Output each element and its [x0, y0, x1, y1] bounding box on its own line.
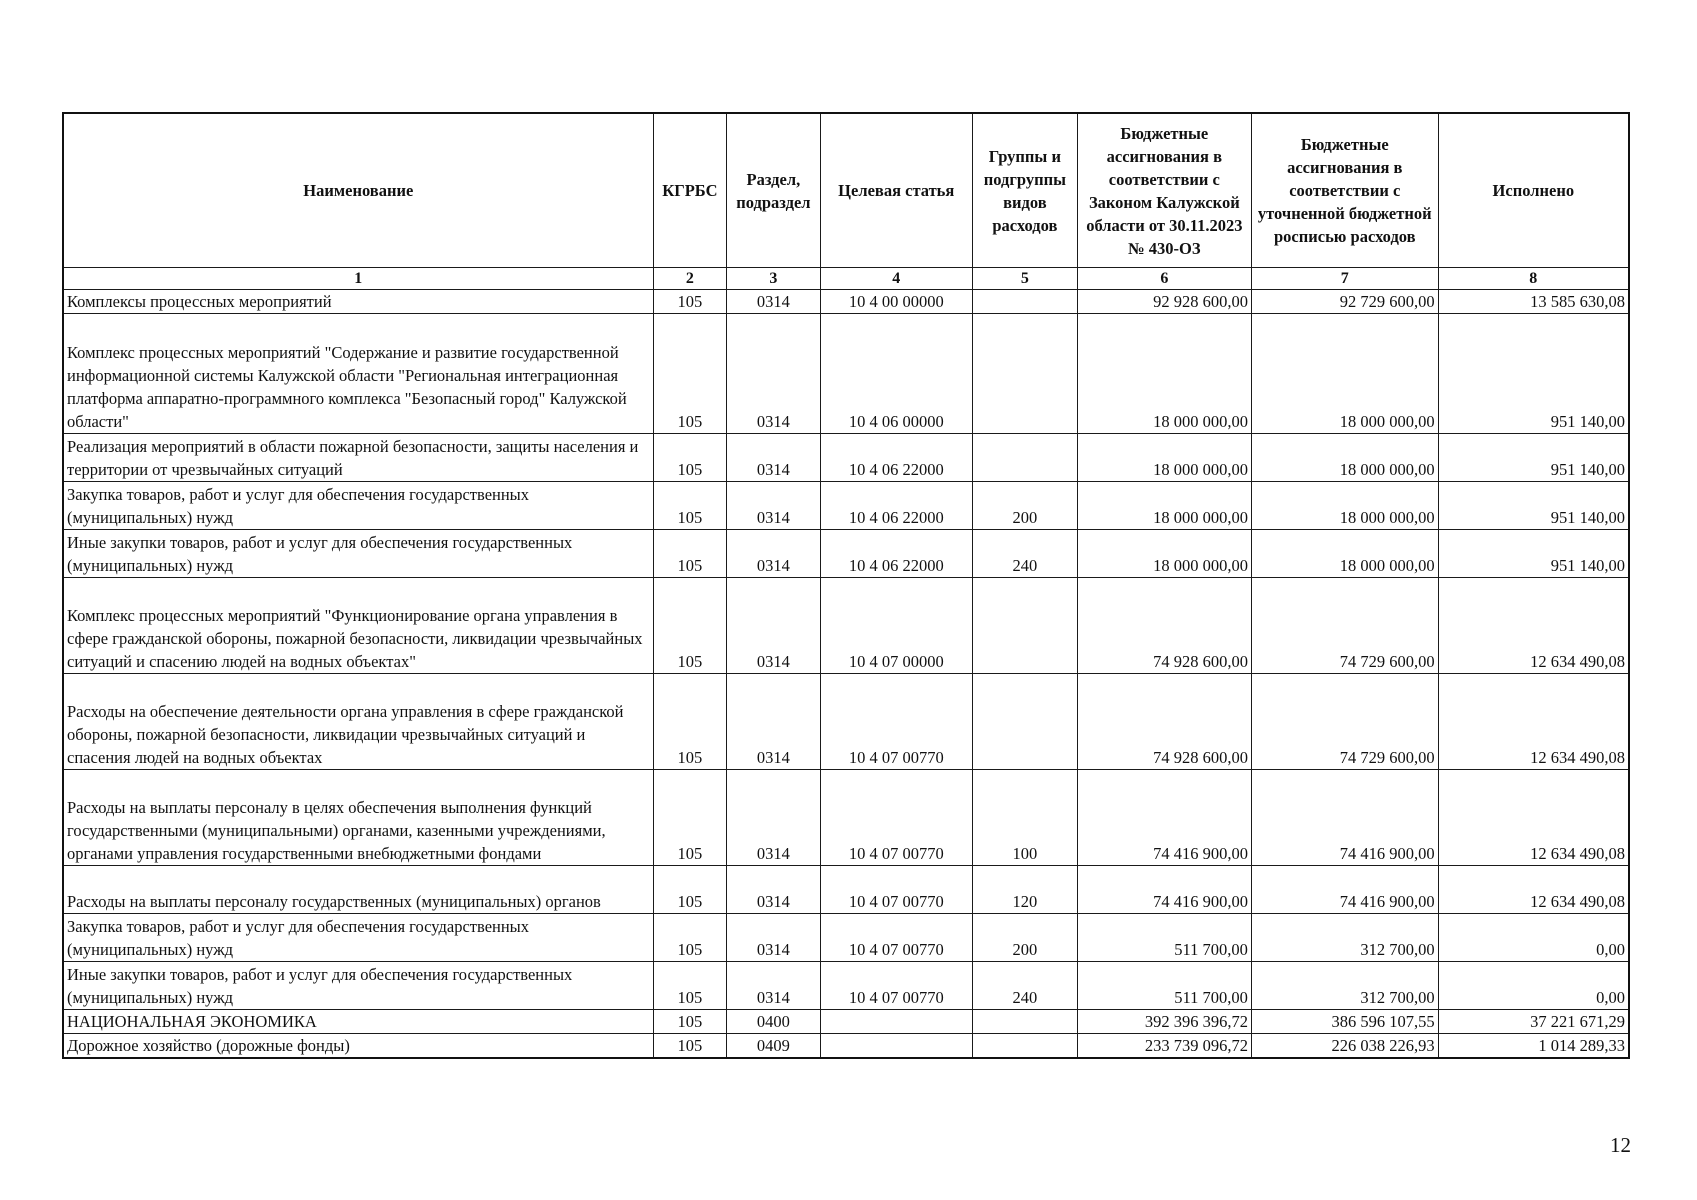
page-number: 12 [1610, 1133, 1631, 1157]
row-refined-amount: 18 000 000,00 [1251, 530, 1438, 578]
row-kgrbs: 105 [653, 314, 727, 434]
row-group: 120 [972, 866, 1077, 914]
row-name: НАЦИОНАЛЬНАЯ ЭКОНОМИКА [63, 1010, 653, 1034]
row-name: Комплекс процессных мероприятий "Содержание и развитие государственной информационной системы Калужской области "Региональная интеграционная платформа аппаратно-программного комплекса "Безопасный город" Калужской области" [63, 314, 653, 434]
column-number: 2 [653, 268, 727, 290]
row-law-amount: 392 396 396,72 [1077, 1010, 1251, 1034]
row-refined-amount: 386 596 107,55 [1251, 1010, 1438, 1034]
row-refined-amount: 74 416 900,00 [1251, 866, 1438, 914]
row-section: 0314 [727, 530, 820, 578]
row-executed-amount: 12 634 490,08 [1438, 578, 1629, 674]
row-law-amount: 74 928 600,00 [1077, 674, 1251, 770]
row-kgrbs: 105 [653, 1034, 727, 1059]
table-row [63, 914, 1629, 962]
table-row [63, 770, 1629, 866]
row-refined-amount: 312 700,00 [1251, 962, 1438, 1010]
row-section: 0400 [727, 1010, 820, 1034]
row-kgrbs: 105 [653, 578, 727, 674]
row-group [972, 1010, 1077, 1034]
row-article: 10 4 00 00000 [820, 290, 972, 314]
row-article: 10 4 07 00770 [820, 962, 972, 1010]
row-executed-amount: 13 585 630,08 [1438, 290, 1629, 314]
row-kgrbs: 105 [653, 434, 727, 482]
row-section: 0409 [727, 1034, 820, 1059]
header-executed: Исполнено [1438, 113, 1629, 268]
row-executed-amount: 0,00 [1438, 914, 1629, 962]
row-executed-amount: 951 140,00 [1438, 434, 1629, 482]
row-kgrbs: 105 [653, 962, 727, 1010]
row-refined-amount: 226 038 226,93 [1251, 1034, 1438, 1059]
row-group: 240 [972, 962, 1077, 1010]
table-row [63, 866, 1629, 914]
row-law-amount: 233 739 096,72 [1077, 1034, 1251, 1059]
row-law-amount: 92 928 600,00 [1077, 290, 1251, 314]
row-law-amount: 18 000 000,00 [1077, 314, 1251, 434]
header-name: Наименование [63, 113, 653, 268]
table-row [63, 674, 1629, 770]
header-article: Целевая статья [820, 113, 972, 268]
row-group: 100 [972, 770, 1077, 866]
row-group: 200 [972, 914, 1077, 962]
row-executed-amount: 0,00 [1438, 962, 1629, 1010]
column-number-row [63, 268, 1629, 290]
row-name: Комплекс процессных мероприятий "Функционирование органа управления в сфере гражданской обороны, пожарной безопасности, ликвидации чрезвычайных ситуаций и спасению людей на водных объектах" [63, 578, 653, 674]
row-law-amount: 18 000 000,00 [1077, 482, 1251, 530]
row-section: 0314 [727, 866, 820, 914]
row-name: Дорожное хозяйство (дорожные фонды) [63, 1034, 653, 1059]
row-name: Комплексы процессных мероприятий [63, 290, 653, 314]
row-law-amount: 511 700,00 [1077, 962, 1251, 1010]
row-group [972, 1034, 1077, 1059]
row-executed-amount: 37 221 671,29 [1438, 1010, 1629, 1034]
column-number: 6 [1077, 268, 1251, 290]
row-executed-amount: 951 140,00 [1438, 530, 1629, 578]
row-article: 10 4 07 00000 [820, 578, 972, 674]
row-kgrbs: 105 [653, 770, 727, 866]
row-group: 200 [972, 482, 1077, 530]
row-refined-amount: 312 700,00 [1251, 914, 1438, 962]
table-row [63, 1010, 1629, 1034]
header-group: Группы и подгруппы видов расходов [972, 113, 1077, 268]
table-row [63, 1034, 1629, 1059]
row-executed-amount: 951 140,00 [1438, 314, 1629, 434]
row-section: 0314 [727, 674, 820, 770]
row-name: Иные закупки товаров, работ и услуг для обеспечения государственных (муниципальных) нужд [63, 530, 653, 578]
table-row [63, 290, 1629, 314]
row-name: Иные закупки товаров, работ и услуг для обеспечения государственных (муниципальных) нужд [63, 962, 653, 1010]
row-section: 0314 [727, 434, 820, 482]
row-group [972, 578, 1077, 674]
table-row [63, 578, 1629, 674]
row-refined-amount: 74 416 900,00 [1251, 770, 1438, 866]
row-section: 0314 [727, 290, 820, 314]
column-number: 1 [63, 268, 653, 290]
column-number: 4 [820, 268, 972, 290]
row-section: 0314 [727, 770, 820, 866]
row-executed-amount: 951 140,00 [1438, 482, 1629, 530]
row-name: Расходы на обеспечение деятельности органа управления в сфере гражданской обороны, пожарной безопасности, ликвидации чрезвычайных ситуаций и спасения людей на водных объектах [63, 674, 653, 770]
column-number: 5 [972, 268, 1077, 290]
row-executed-amount: 12 634 490,08 [1438, 674, 1629, 770]
row-executed-amount: 12 634 490,08 [1438, 866, 1629, 914]
row-kgrbs: 105 [653, 1010, 727, 1034]
row-article: 10 4 07 00770 [820, 866, 972, 914]
header-law: Бюджетные ассигнования в соответствии с Законом Калужской области от 30.11.2023 № 430-ОЗ [1077, 113, 1251, 268]
budget-table [62, 112, 1630, 1059]
row-law-amount: 511 700,00 [1077, 914, 1251, 962]
column-number: 3 [727, 268, 820, 290]
table-row [63, 434, 1629, 482]
row-section: 0314 [727, 314, 820, 434]
table-row [63, 314, 1629, 434]
row-executed-amount: 1 014 289,33 [1438, 1034, 1629, 1059]
row-kgrbs: 105 [653, 866, 727, 914]
row-group [972, 314, 1077, 434]
column-number: 7 [1251, 268, 1438, 290]
row-article: 10 4 07 00770 [820, 914, 972, 962]
row-name: Расходы на выплаты персоналу в целях обеспечения выполнения функций государственными (муниципальными) органами, казенными учреждениями, органами управления государственными внебюджетными фондами [63, 770, 653, 866]
row-article: 10 4 06 22000 [820, 530, 972, 578]
row-refined-amount: 18 000 000,00 [1251, 482, 1438, 530]
row-kgrbs: 105 [653, 530, 727, 578]
row-name: Закупка товаров, работ и услуг для обеспечения государственных (муниципальных) нужд [63, 482, 653, 530]
row-article [820, 1010, 972, 1034]
header-section: Раздел, подраздел [727, 113, 820, 268]
row-kgrbs: 105 [653, 914, 727, 962]
row-law-amount: 74 928 600,00 [1077, 578, 1251, 674]
column-number: 8 [1438, 268, 1629, 290]
row-kgrbs: 105 [653, 482, 727, 530]
row-kgrbs: 105 [653, 674, 727, 770]
row-group [972, 290, 1077, 314]
row-refined-amount: 74 729 600,00 [1251, 578, 1438, 674]
row-name: Расходы на выплаты персоналу государственных (муниципальных) органов [63, 866, 653, 914]
row-law-amount: 18 000 000,00 [1077, 530, 1251, 578]
table-row [63, 530, 1629, 578]
row-group [972, 434, 1077, 482]
row-law-amount: 74 416 900,00 [1077, 866, 1251, 914]
row-kgrbs: 105 [653, 290, 727, 314]
row-name: Реализация мероприятий в области пожарной безопасности, защиты населения и территории от чрезвычайных ситуаций [63, 434, 653, 482]
row-section: 0314 [727, 578, 820, 674]
row-refined-amount: 18 000 000,00 [1251, 434, 1438, 482]
row-law-amount: 74 416 900,00 [1077, 770, 1251, 866]
row-refined-amount: 92 729 600,00 [1251, 290, 1438, 314]
row-group: 240 [972, 530, 1077, 578]
row-article: 10 4 07 00770 [820, 770, 972, 866]
row-name: Закупка товаров, работ и услуг для обеспечения государственных (муниципальных) нужд [63, 914, 653, 962]
row-article: 10 4 06 22000 [820, 434, 972, 482]
row-executed-amount: 12 634 490,08 [1438, 770, 1629, 866]
row-section: 0314 [727, 962, 820, 1010]
header-row [63, 113, 1629, 268]
header-refined: Бюджетные ассигнования в соответствии с уточненной бюджетной росписью расходов [1251, 113, 1438, 268]
row-refined-amount: 18 000 000,00 [1251, 314, 1438, 434]
row-section: 0314 [727, 482, 820, 530]
table-row [63, 482, 1629, 530]
row-article: 10 4 07 00770 [820, 674, 972, 770]
row-article: 10 4 06 00000 [820, 314, 972, 434]
header-kgrbs: КГРБС [653, 113, 727, 268]
row-refined-amount: 74 729 600,00 [1251, 674, 1438, 770]
table-row [63, 962, 1629, 1010]
row-group [972, 674, 1077, 770]
row-article [820, 1034, 972, 1059]
row-section: 0314 [727, 914, 820, 962]
row-law-amount: 18 000 000,00 [1077, 434, 1251, 482]
row-article: 10 4 06 22000 [820, 482, 972, 530]
